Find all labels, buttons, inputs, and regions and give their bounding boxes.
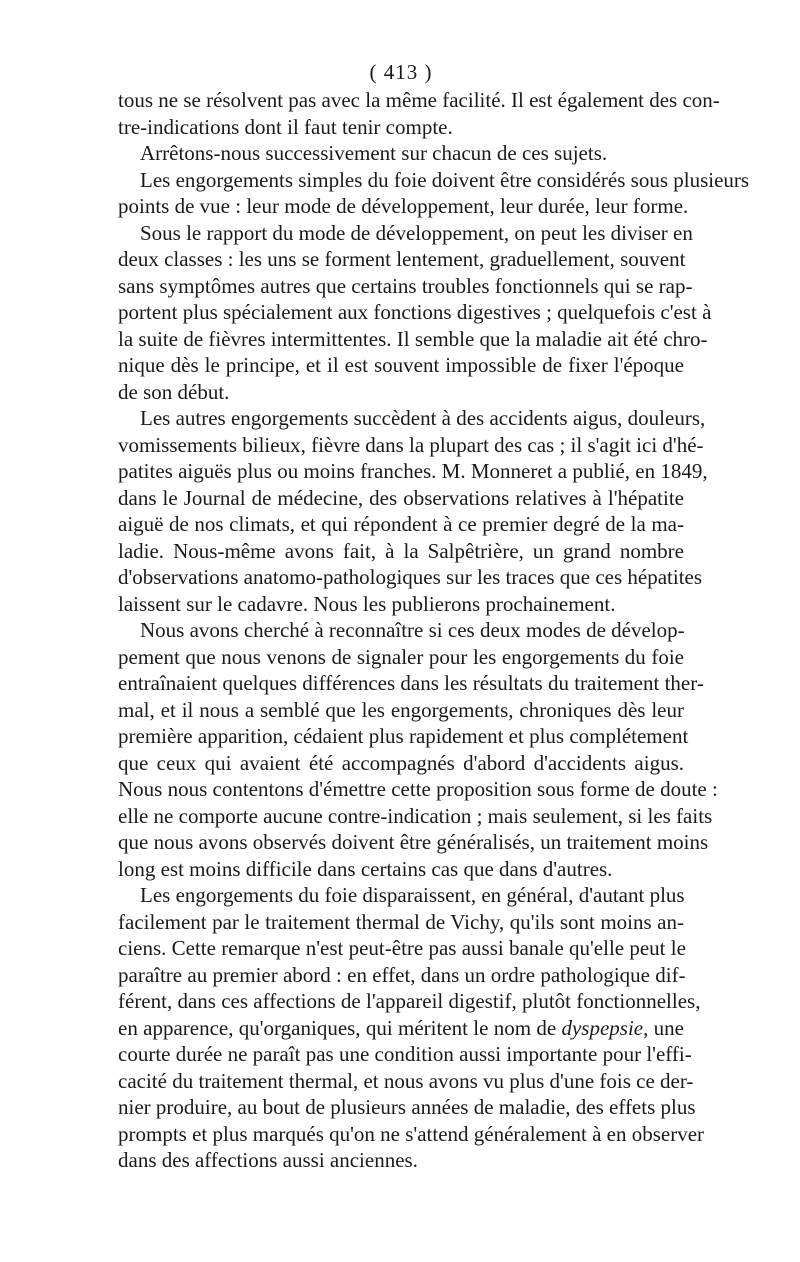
text-line: paraître au premier abord : en effet, dans un ordre pathologique dif- (118, 962, 686, 987)
text-line: ladie. Nous-même avons fait, à la Salpêtrière, un grand nombre (118, 538, 684, 563)
paragraph (118, 220, 712, 406)
text-line: laissent sur le cadavre. Nous les publierons prochainement. (118, 591, 616, 616)
text-line: la suite de fièvres intermittentes. Il semble que la maladie ait été chro- (118, 326, 708, 351)
page-number: ( 413 ) (369, 60, 433, 84)
text-line: cacité du traitement thermal, et nous avons vu plus d'une fois ce der- (118, 1068, 694, 1093)
text-line: Sous le rapport du mode de développement, on peut les diviser en (140, 220, 693, 245)
paragraph (118, 882, 705, 1174)
text-line: portent plus spécialement aux fonctions digestives ; quelquefois c'est à (118, 300, 712, 324)
text-line: mal, et il nous a semblé que les engorgements, chroniques dès leur (118, 697, 684, 722)
text-line: sans symptômes autres que certains troubles fonctionnels qui se rap- (118, 273, 693, 298)
text-line: entraînaient quelques différences dans les résultats du traitement ther- (118, 671, 704, 695)
text-line: Les engorgements du foie disparaissent, en général, d'autant plus (140, 883, 685, 907)
text-line: long est moins difficile dans certains cas que dans d'autres. (118, 856, 613, 881)
text-line: elle ne comporte aucune contre-indication ; mais seulement, si les faits (118, 803, 713, 828)
paragraph (118, 405, 708, 617)
text-line: Les engorgements simples du foie doivent être considérés sous plusieurs (140, 167, 750, 192)
paragraph (118, 87, 720, 140)
text-line: tre-indications dont il faut tenir compte. (118, 114, 453, 139)
text-line: d'observations anatomo-pathologiques sur les traces que ces hépatites (118, 565, 703, 589)
paragraph (118, 167, 750, 220)
text-line: dans des affections aussi anciennes. (118, 1148, 418, 1172)
text-line: férent, dans ces affections de l'appareil digestif, plutôt fonctionnelles, (118, 989, 701, 1013)
text-line: deux classes : les uns se forment lentement, graduellement, souvent (118, 247, 686, 271)
text-line: Nous nous contentons d'émettre cette proposition sous forme de doute : (118, 777, 718, 801)
text-line: nier produire, au bout de plusieurs années de maladie, des effets plus (118, 1095, 696, 1119)
text-line: nique dès le principe, et il est souvent impossible de fixer l'époque (118, 353, 684, 377)
text-line: facilement par le traitement thermal de Vichy, qu'ils sont moins an- (118, 909, 684, 934)
text-line: Arrêtons-nous successivement sur chacun de ces sujets. (140, 141, 608, 165)
text-line: Nous avons cherché à reconnaître si ces deux modes de dévelop- (140, 618, 685, 642)
text-line: pement que nous venons de signaler pour les engorgements du foie (118, 644, 684, 669)
text-line: première apparition, cédaient plus rapidement et plus complétement (118, 724, 689, 748)
text-line: que nous avons observés doivent être généralisés, un traitement moins (118, 830, 709, 854)
book-page (118, 58, 750, 1174)
text-line: Les autres engorgements succèdent à des accidents aigus, douleurs, (140, 406, 706, 430)
text-line: en apparence, qu'organiques, qui méritent le nom de dyspepsie, une (118, 1015, 684, 1040)
text-line: courte durée ne paraît pas une condition aussi importante pour l'effi- (118, 1042, 692, 1066)
text-line: tous ne se résolvent pas avec la même facilité. Il est également des con- (118, 88, 720, 112)
text-line: dans le Journal de médecine, des observations relatives à l'hépatite (118, 485, 684, 510)
body-text (118, 87, 750, 1174)
text-line: de son début. (118, 379, 230, 404)
text-line: patites aiguës plus ou moins franches. M. Monneret a publié, en 1849, (118, 459, 708, 483)
paragraph (118, 140, 684, 167)
text-line: aiguë de nos climats, et qui répondent à ce premier degré de la ma- (118, 512, 684, 536)
text-line: ciens. Cette remarque n'est peut-être pas aussi banale qu'elle peut le (118, 936, 686, 960)
text-line: prompts et plus marqués qu'on ne s'attend généralement à en observer (118, 1121, 705, 1146)
paragraph (118, 617, 718, 882)
text-line: points de vue : leur mode de développement, leur durée, leur forme. (118, 194, 689, 218)
text-line: vomissements bilieux, fièvre dans la plupart des cas ; il s'agit ici d'hé- (118, 432, 704, 457)
text-line: que ceux qui avaient été accompagnés d'abord d'accidents aigus. (118, 750, 684, 775)
